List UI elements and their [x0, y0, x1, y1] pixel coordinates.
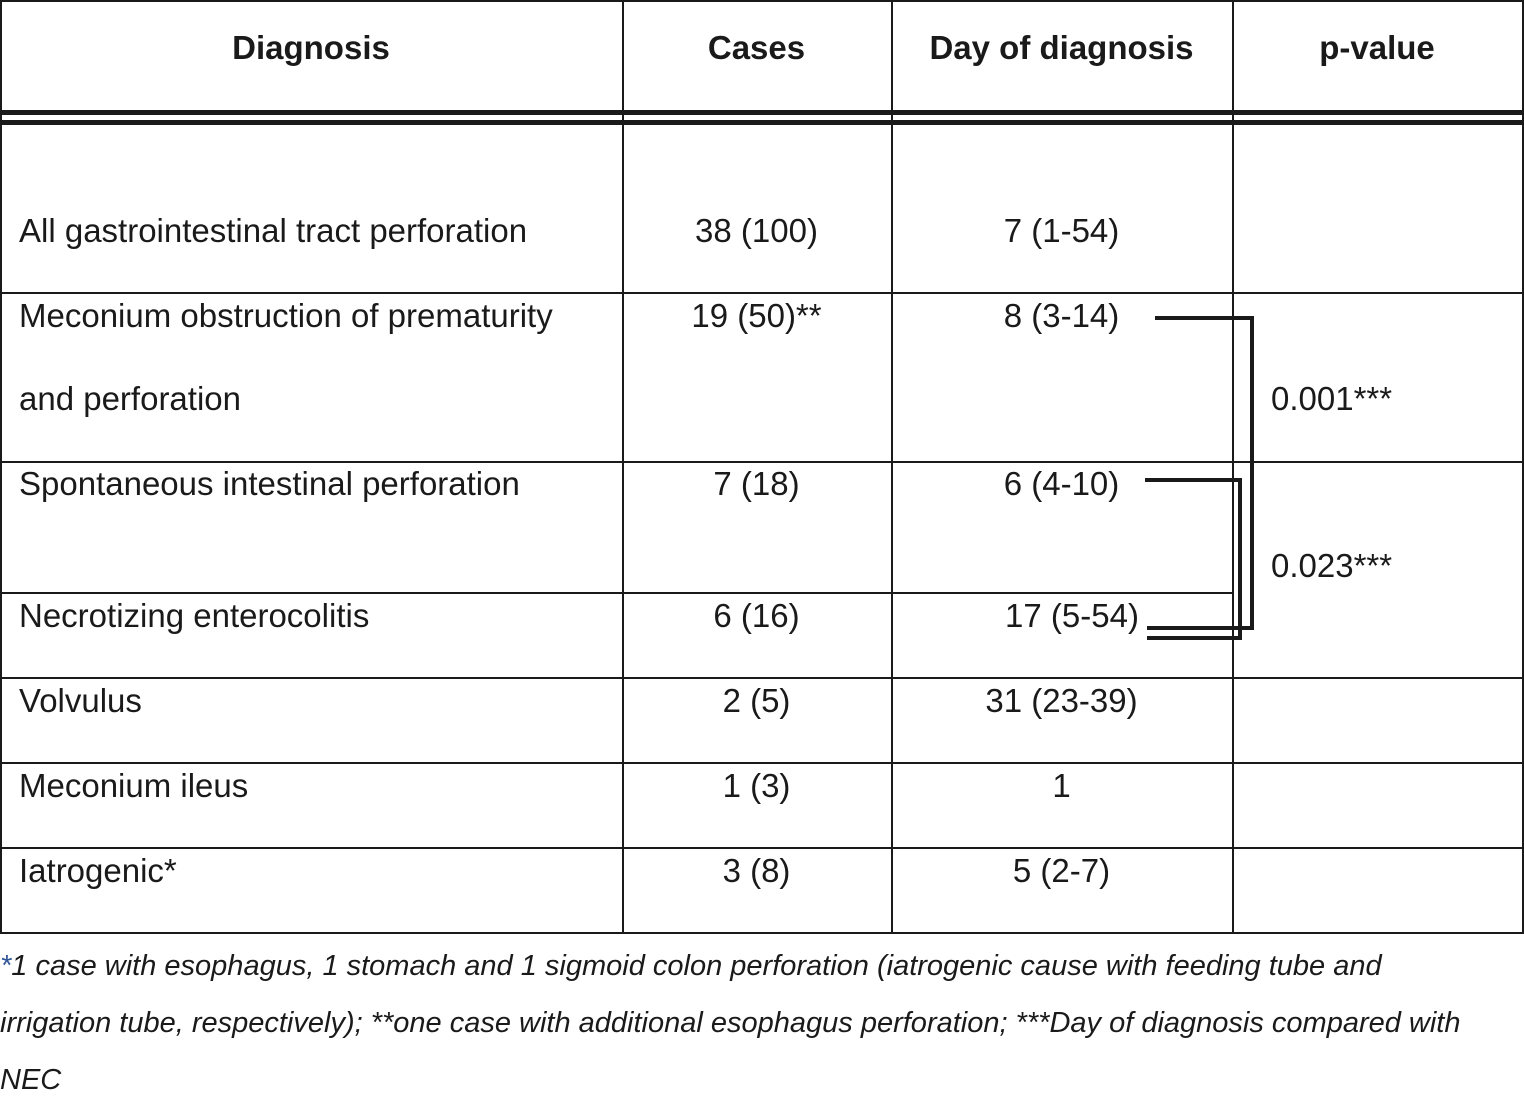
footnote-text: 1 case with esophagus, 1 stomach and 1 sigmoid colon perforation (iatrogenic cause with feeding tube and irrigation tube, respectively); **one case with additional esophagus perforation; ***Day of diagnosis compared with NEC — [0, 950, 1461, 1096]
row-diagnosis: All gastrointestinal tract perforation — [19, 212, 528, 249]
row-day: 17 (5-54) — [1005, 597, 1139, 634]
p-value-sip-vs-nec: 0.023*** — [1271, 547, 1393, 584]
header-day-of-diagnosis: Day of diagnosis — [929, 29, 1194, 66]
row-day: 1 — [1052, 767, 1071, 804]
bracket-sip-vs-nec — [1145, 480, 1240, 638]
row-diagnosis: Iatrogenic* — [19, 852, 177, 889]
row-day: 5 (2-7) — [1012, 852, 1111, 889]
bracket-mop-vs-nec — [1147, 318, 1252, 628]
row-day: 7 (1-54) — [1003, 212, 1120, 249]
row-diagnosis: Necrotizing enterocolitis — [19, 597, 370, 634]
table-footnote — [0, 938, 1500, 1109]
footnote-star: * — [0, 950, 12, 982]
header-diagnosis: Diagnosis — [232, 29, 390, 66]
header-p-value: p-value — [1319, 29, 1435, 66]
row-diagnosis: Meconium ileus — [19, 767, 249, 804]
row-diagnosis-continued: and perforation — [19, 380, 241, 417]
row-cases: 1 (3) — [722, 767, 791, 804]
row-cases: 38 (100) — [695, 212, 818, 249]
row-cases: 6 (16) — [713, 597, 800, 634]
p-value-mop-vs-nec: 0.001*** — [1271, 380, 1393, 417]
row-diagnosis: Meconium obstruction of prematurity — [19, 297, 553, 334]
row-diagnosis: Spontaneous intestinal perforation — [19, 465, 520, 502]
row-day: 8 (3-14) — [1003, 297, 1120, 334]
row-diagnosis: Volvulus — [19, 682, 142, 719]
row-cases: 7 (18) — [713, 465, 800, 502]
header-cases: Cases — [707, 29, 806, 66]
row-cases: 2 (5) — [722, 682, 791, 719]
row-day: 31 (23-39) — [985, 682, 1138, 719]
row-cases: 3 (8) — [722, 852, 791, 889]
row-cases: 19 (50)** — [691, 297, 822, 334]
row-day: 6 (4-10) — [1003, 465, 1120, 502]
